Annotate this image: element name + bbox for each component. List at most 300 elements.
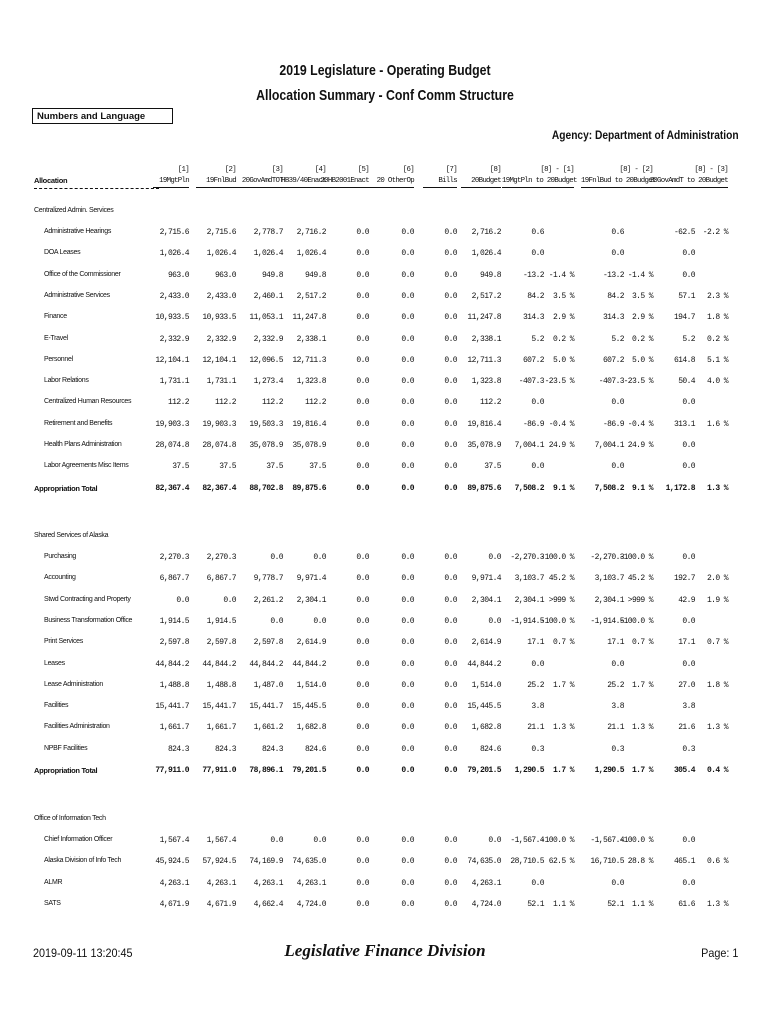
cell-value: 37.5 (309, 462, 326, 472)
cell-value: 17.1 (607, 638, 624, 648)
cell-value: 82,367.4 (155, 483, 189, 493)
cell-value: 17.1 (678, 638, 695, 648)
cell-value: 2,517.2 (471, 291, 501, 301)
row-label: Chief Information Officer (44, 836, 113, 843)
cell-value: 89,875.6 (292, 483, 326, 493)
cell-value: 1.9 % (706, 595, 728, 605)
cell-value: 0.0 (401, 553, 414, 562)
cell-value: 1,567.4 (206, 836, 236, 845)
cell-value: 0.0 (356, 377, 369, 387)
cell-value: 1,273.4 (253, 377, 283, 387)
column-name: 20GovAmdTOT (231, 176, 283, 188)
column-number: [2] (224, 166, 236, 174)
cell-value: 0.0 (401, 355, 414, 365)
cell-value: 1.1 % (631, 899, 653, 909)
cell-value: 949.8 (479, 270, 501, 280)
cell-value: 0.0 (682, 616, 695, 626)
cell-value: 45,924.5 (155, 857, 189, 867)
cell-value: 949.8 (261, 270, 283, 280)
cell-value: 57.1 (678, 291, 695, 301)
cell-value: 0.0 (444, 680, 457, 690)
cell-value: 7,508.2 (514, 483, 544, 493)
cell-value: 2,338.1 (471, 334, 501, 344)
cell-value: 0.0 (356, 857, 369, 867)
cell-value: 19,903.3 (202, 419, 236, 429)
cell-value: 9.1 % (552, 483, 574, 493)
cell-value: 0.0 (401, 638, 414, 648)
cell-value: 3.8 (682, 702, 695, 712)
column-name: 19FnlBud (196, 176, 236, 188)
cell-value: 0.0 (356, 270, 369, 280)
cell-value: 74,635.0 (467, 857, 501, 867)
cell-value: 1,661.7 (159, 723, 189, 733)
cell-value: -1,914.5 (510, 616, 544, 626)
cell-value: -0.4 % (548, 419, 574, 429)
cell-value: 0.0 (611, 462, 624, 472)
cell-value: -1,567.4 (590, 836, 624, 845)
column-name: 20 OtherOp (368, 176, 414, 188)
cell-value: 1,488.8 (206, 680, 236, 690)
cell-value: 2.9 % (631, 313, 653, 323)
cell-value: -100.0 % (619, 553, 653, 562)
cell-value: 2,716.2 (296, 228, 326, 237)
cell-value: 11,247.8 (292, 313, 326, 323)
cell-value: 1,488.8 (159, 680, 189, 690)
cell-value: 0.0 (356, 638, 369, 648)
cell-value: 0.0 (401, 836, 414, 845)
column-number: [4] (314, 166, 326, 174)
cell-value: 1,914.5 (206, 616, 236, 626)
cell-value: 0.0 (356, 878, 369, 888)
column-name: 20GovAmdT to 20Budget (648, 176, 728, 188)
cell-value: 9,778.7 (253, 574, 283, 584)
column-number: [7] (445, 166, 457, 174)
cell-value: 1.7 % (552, 766, 574, 775)
cell-value: 45.2 % (548, 574, 574, 584)
cell-value: 2,304.1 (594, 595, 624, 605)
cell-value: 24.9 % (548, 441, 574, 450)
cell-value: 0.0 (682, 462, 695, 472)
total-label: Appropriation Total (34, 766, 98, 775)
cell-value: 0.0 (444, 462, 457, 472)
cell-value: 5.2 (531, 334, 544, 344)
cell-value: 0.0 (356, 398, 369, 408)
row-label: Administrative Hearings (44, 228, 112, 235)
row-label: Facilities Administration (44, 723, 110, 731)
cell-value: 37.5 (484, 462, 501, 472)
cell-value: 1,661.2 (253, 723, 283, 733)
cell-value: 2,517.2 (296, 291, 326, 301)
cell-value: 1,172.8 (665, 483, 695, 493)
cell-value: 2,597.8 (206, 638, 236, 648)
cell-value: 17.1 (527, 638, 544, 648)
cell-value: 21.6 (678, 723, 695, 733)
footer-page-number: Page: 1 (700, 946, 738, 960)
cell-value: 4,662.4 (253, 899, 283, 909)
cell-value: 0.0 (531, 659, 544, 669)
cell-value: 0.0 (223, 595, 236, 605)
cell-value: 44,844.2 (202, 659, 236, 669)
cell-value: -100.0 % (619, 616, 653, 626)
row-label: Print Services (44, 638, 83, 646)
cell-value: 1.3 % (706, 899, 728, 909)
cell-value: -2,270.3 (590, 553, 624, 562)
cell-value: 0.0 (401, 680, 414, 690)
cell-value: 0.0 (444, 228, 457, 237)
cell-value: 24.9 % (627, 441, 653, 450)
cell-value: 949.8 (304, 270, 326, 280)
cell-value: -2,270.3 (510, 553, 544, 562)
cell-value: 0.0 (401, 766, 414, 775)
column-number: [8] - [1] (540, 166, 574, 174)
cell-value: 21.1 (607, 723, 624, 733)
cell-value: 0.0 (356, 744, 369, 754)
cell-value: 0.2 % (631, 334, 653, 344)
cell-value: 9,971.4 (296, 574, 326, 584)
cell-value: 4,671.9 (159, 899, 189, 909)
cell-value: 84.2 (607, 291, 624, 301)
cell-value: 2,304.1 (296, 595, 326, 605)
cell-value: 37.5 (266, 462, 283, 472)
cell-value: 0.0 (444, 355, 457, 365)
cell-value: 0.0 (356, 441, 369, 450)
cell-value: 0.7 % (706, 638, 728, 648)
row-label: Labor Agreements Misc Items (44, 462, 129, 470)
cell-value: 0.0 (356, 702, 369, 712)
row-label: Labor Relations (44, 377, 89, 385)
cell-value: 1,026.4 (206, 249, 236, 259)
cell-value: 0.0 (444, 291, 457, 301)
row-label: SATS (44, 899, 61, 907)
cell-value: 0.0 (401, 616, 414, 626)
cell-value: 0.0 (611, 398, 624, 408)
cell-value: 0.0 (444, 616, 457, 626)
cell-value: 0.0 (356, 836, 369, 845)
cell-value: 12,104.1 (202, 355, 236, 365)
cell-value: 0.0 (611, 878, 624, 888)
row-label: Centralized Human Resources (44, 398, 132, 406)
row-label: Finance (44, 313, 67, 321)
cell-value: 15,441.7 (202, 702, 236, 712)
cell-value: 25.2 (607, 680, 624, 690)
cell-value: -23.5 % (623, 377, 653, 387)
cell-value: 1,514.0 (471, 680, 501, 690)
cell-value: 313.1 (673, 419, 695, 429)
cell-value: 19,816.4 (467, 419, 501, 429)
cell-value: 0.0 (444, 313, 457, 323)
cell-value: 4,263.1 (471, 878, 501, 888)
cell-value: 3.8 (531, 702, 544, 712)
column-name: 19MgtPln (153, 176, 189, 188)
cell-value: 78,896.1 (249, 766, 283, 775)
cell-value: -1.4 % (627, 270, 653, 280)
cell-value: 2.3 % (706, 291, 728, 301)
cell-value: 0.0 (682, 441, 695, 450)
cell-value: -62.5 (673, 228, 695, 237)
cell-value: 1,026.4 (159, 249, 189, 259)
cell-value: 607.2 (522, 355, 544, 365)
row-label: Purchasing (44, 553, 77, 560)
cell-value: 0.0 (444, 857, 457, 867)
cell-value: 2,614.9 (471, 638, 501, 648)
cell-value: 0.0 (401, 483, 414, 493)
cell-value: 2,778.7 (253, 228, 283, 237)
cell-value: 0.0 (356, 249, 369, 259)
cell-value: 0.0 (356, 723, 369, 733)
cell-value: 0.0 (356, 462, 369, 472)
cell-value: 37.5 (172, 462, 189, 472)
cell-value: 0.0 (682, 553, 695, 562)
cell-value: 0.0 (611, 659, 624, 669)
cell-value: 7,508.2 (594, 483, 624, 493)
cell-value: 0.0 (401, 899, 414, 909)
cell-value: 10,933.5 (202, 313, 236, 323)
cell-value: 0.0 (531, 878, 544, 888)
column-name: 19FnlBud to 20Budget (581, 176, 653, 188)
cell-value: 963.0 (167, 270, 189, 280)
cell-value: 15,441.7 (249, 702, 283, 712)
column-name: 19MgtPln to 20Budget (502, 176, 574, 188)
column-number: [1] (177, 166, 189, 174)
cell-value: 2,715.6 (206, 228, 236, 237)
cell-value: 0.0 (356, 659, 369, 669)
cell-value: 0.0 (401, 857, 414, 867)
cell-value: 0.0 (356, 228, 369, 237)
cell-value: 2,270.3 (159, 553, 189, 562)
cell-value: 0.0 (444, 638, 457, 648)
cell-value: 0.0 (401, 574, 414, 584)
cell-value: 0.0 (356, 616, 369, 626)
cell-value: 2,270.3 (206, 553, 236, 562)
cell-value: 79,201.5 (292, 766, 326, 775)
cell-value: 5.2 (682, 334, 695, 344)
cell-value: 0.0 (401, 270, 414, 280)
cell-value: 0.0 (682, 878, 695, 888)
cell-value: 37.5 (219, 462, 236, 472)
cell-value: -1,567.4 (510, 836, 544, 845)
cell-value: 0.4 % (706, 766, 728, 775)
cell-value: 0.0 (401, 462, 414, 472)
footer-datetime: 2019-09-11 13:20:45 (33, 946, 133, 960)
cell-value: 1,514.0 (296, 680, 326, 690)
cell-value: 3.5 % (552, 291, 574, 301)
section-label-box: Numbers and Language (32, 108, 173, 124)
cell-value: 0.0 (682, 659, 695, 669)
cell-value: 2,332.9 (206, 334, 236, 344)
cell-value: 12,711.3 (292, 355, 326, 365)
cell-value: 112.2 (304, 398, 326, 408)
cell-value: 89,875.6 (467, 483, 501, 493)
cell-value: 4,724.0 (296, 899, 326, 909)
cell-value: 88,702.8 (249, 483, 283, 493)
cell-value: 0.0 (444, 723, 457, 733)
cell-value: 2,304.1 (471, 595, 501, 605)
cell-value: 19,503.3 (249, 419, 283, 429)
cell-value: 28,074.8 (202, 441, 236, 450)
cell-value: 10,933.5 (155, 313, 189, 323)
cell-value: 2,261.2 (253, 595, 283, 605)
cell-value: 614.8 (673, 355, 695, 365)
cell-value: 12,104.1 (155, 355, 189, 365)
cell-value: 9,971.4 (471, 574, 501, 584)
cell-value: 15,441.7 (155, 702, 189, 712)
cell-value: 0.0 (682, 836, 695, 845)
cell-value: 0.0 (444, 483, 457, 493)
cell-value: 5.2 (611, 334, 624, 344)
cell-value: 0.0 (401, 595, 414, 605)
cell-value: 44,844.2 (249, 659, 283, 669)
cell-value: 1,661.7 (206, 723, 236, 733)
cell-value: -86.9 (522, 419, 544, 429)
row-label: ALMR (44, 878, 63, 886)
cell-value: 50.4 (678, 377, 695, 387)
cell-value: -2.2 % (702, 228, 728, 237)
cell-value: 2,597.8 (253, 638, 283, 648)
row-label: E-Travel (44, 334, 68, 342)
cell-value: -100.0 % (619, 836, 653, 845)
cell-value: 57,924.5 (202, 857, 236, 867)
cell-value: 2,338.1 (296, 334, 326, 344)
cell-value: 0.6 % (706, 857, 728, 867)
column-name: HB39/40Enact (278, 176, 326, 188)
cell-value: 0.0 (401, 291, 414, 301)
cell-value: 1,567.4 (159, 836, 189, 845)
cell-value: 3,103.7 (514, 574, 544, 584)
cell-value: 314.3 (602, 313, 624, 323)
row-label: Health Plans Administration (44, 441, 122, 448)
cell-value: 0.0 (356, 680, 369, 690)
cell-value: 0.0 (401, 702, 414, 712)
cell-value: 1,682.8 (296, 723, 326, 733)
cell-value: -100.0 % (540, 616, 574, 626)
cell-value: -13.2 (522, 270, 544, 280)
cell-value: 2,716.2 (471, 228, 501, 237)
cell-value: 3,103.7 (594, 574, 624, 584)
page-subtitle: Allocation Summary - Conf Comm Structure (256, 87, 514, 104)
cell-value: 2,433.0 (206, 291, 236, 301)
cell-value: 112.2 (167, 398, 189, 408)
cell-value: 2,332.9 (253, 334, 283, 344)
cell-value: 1.8 % (706, 680, 728, 690)
cell-value: 0.0 (444, 595, 457, 605)
cell-value: 0.0 (682, 398, 695, 408)
cell-value: 28,710.5 (510, 857, 544, 867)
cell-value: 35,078.9 (249, 441, 283, 450)
cell-value: 1.3 % (631, 723, 653, 733)
cell-value: 0.0 (313, 836, 326, 845)
cell-value: 77,911.0 (155, 766, 189, 775)
cell-value: 4,724.0 (471, 899, 501, 909)
cell-value: 0.7 % (631, 638, 653, 648)
cell-value: 112.2 (261, 398, 283, 408)
cell-value: -100.0 % (540, 553, 574, 562)
cell-value: 0.0 (401, 334, 414, 344)
row-label: Alaska Division of Info Tech (44, 857, 122, 865)
column-number: [8] - [2] (619, 166, 653, 174)
row-label: Office of the Commissioner (44, 270, 121, 278)
cell-value: -1.4 % (548, 270, 574, 280)
cell-value: 44,844.2 (292, 659, 326, 669)
column-number: [3] (271, 166, 283, 174)
cell-value: 824.6 (479, 744, 501, 754)
allocation-header: Allocation (34, 176, 68, 185)
cell-value: 0.0 (356, 291, 369, 301)
row-label: DOA Leases (44, 249, 81, 257)
cell-value: 0.0 (682, 270, 695, 280)
cell-value: 52.1 (527, 899, 544, 909)
cell-value: 4.0 % (706, 377, 728, 387)
cell-value: 0.0 (488, 553, 501, 562)
cell-value: 0.0 (682, 249, 695, 259)
cell-value: 0.0 (356, 483, 369, 493)
cell-value: -86.9 (602, 419, 624, 429)
cell-value: 824.6 (304, 744, 326, 754)
cell-value: 1,914.5 (159, 616, 189, 626)
cell-value: 5.1 % (706, 355, 728, 365)
row-label: Business Transformation Office (44, 616, 133, 624)
cell-value: 0.0 (270, 836, 283, 845)
cell-value: 0.0 (444, 878, 457, 888)
cell-value: 12,711.3 (467, 355, 501, 365)
cell-value: 79,201.5 (467, 766, 501, 775)
row-label: Lease Administration (44, 680, 103, 688)
cell-value: 11,247.8 (467, 313, 501, 323)
cell-value: -13.2 (602, 270, 624, 280)
cell-value: 0.3 (531, 744, 544, 754)
cell-value: 4,263.1 (159, 878, 189, 888)
cell-value: 28,074.8 (155, 441, 189, 450)
cell-value: 0.0 (356, 595, 369, 605)
cell-value: 607.2 (602, 355, 624, 365)
cell-value: 0.0 (444, 702, 457, 712)
cell-value: 1,026.4 (253, 249, 283, 259)
cell-value: 0.0 (444, 766, 457, 775)
cell-value: 1,323.8 (296, 377, 326, 387)
cell-value: 21.1 (527, 723, 544, 733)
cell-value: 84.2 (527, 291, 544, 301)
row-label: Retirement and Benefits (44, 419, 113, 427)
cell-value: 0.0 (444, 899, 457, 909)
cell-value: -0.4 % (627, 419, 653, 429)
cell-value: 15,445.5 (292, 702, 326, 712)
cell-value: 0.0 (444, 836, 457, 845)
cell-value: 192.7 (673, 574, 695, 584)
cell-value: 35,078.9 (467, 441, 501, 450)
column-number: [8] - [3] (694, 166, 728, 174)
cell-value: 1,290.5 (594, 766, 624, 775)
cell-value: 1.3 % (706, 483, 728, 493)
cell-value: 0.0 (356, 334, 369, 344)
cell-value: 1.7 % (631, 766, 653, 775)
cell-value: 0.2 % (552, 334, 574, 344)
cell-value: 1.3 % (552, 723, 574, 733)
cell-value: 2,460.1 (253, 291, 283, 301)
cell-value: 0.0 (444, 574, 457, 584)
cell-value: 5.0 % (552, 355, 574, 365)
cell-value: 16,710.5 (590, 857, 624, 867)
cell-value: 0.0 (444, 377, 457, 387)
cell-value: 465.1 (673, 857, 695, 867)
cell-value: 42.9 (678, 595, 695, 605)
cell-value: 112.2 (479, 398, 501, 408)
cell-value: 0.3 (682, 744, 695, 754)
cell-value: 824.3 (167, 744, 189, 754)
cell-value: 0.0 (401, 878, 414, 888)
cell-value: 0.0 (611, 249, 624, 259)
cell-value: -100.0 % (540, 836, 574, 845)
cell-value: 824.3 (214, 744, 236, 754)
cell-value: 0.0 (356, 419, 369, 429)
